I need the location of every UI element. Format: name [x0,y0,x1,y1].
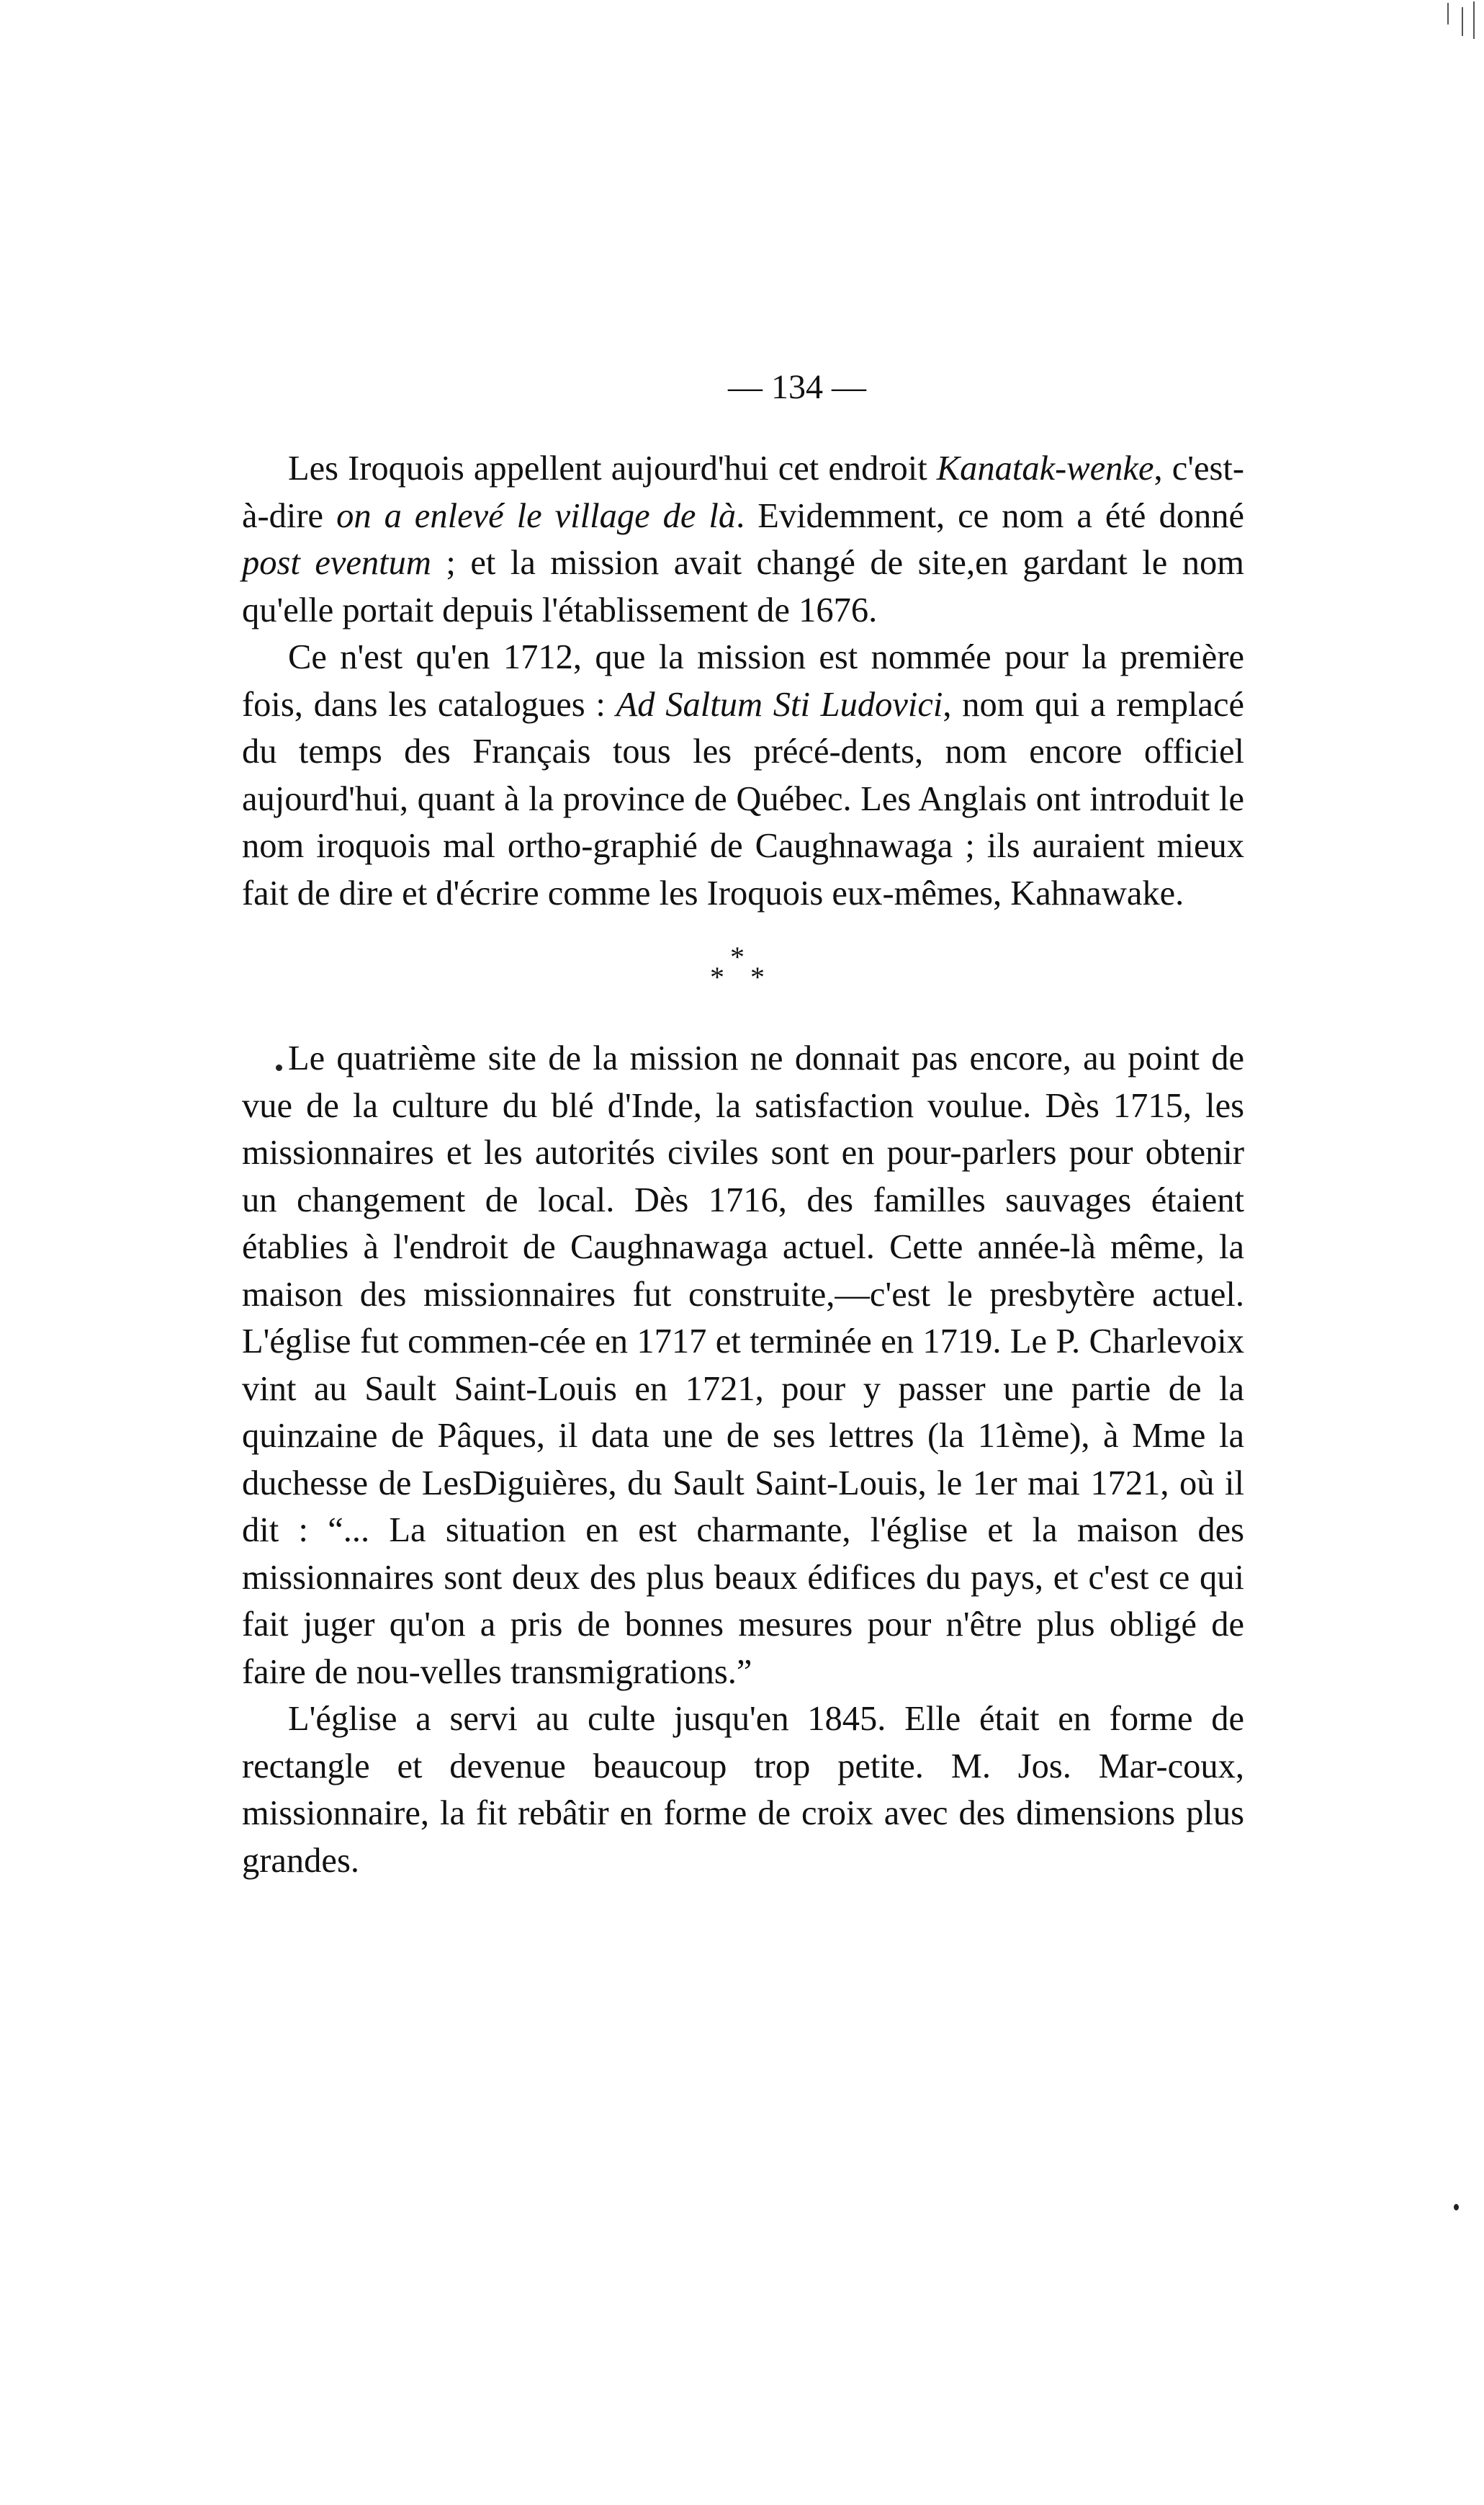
paragraph [242,1695,1244,1884]
scan-speck [1447,3,1449,24]
page-body [242,366,1244,1884]
text-run: Les Iroquois appellent aujourd'hui cet endroit [288,449,937,488]
paragraph [242,445,1244,634]
text-run: ; et la mission avait changé de site,en gardant le nom qu'elle portait depuis l'établissement de 1676. [242,544,1244,629]
scan-speck [1462,7,1463,36]
scan-speck [276,1065,282,1071]
text-flow [242,445,1244,1884]
text-run: Le quatrième site de la mission ne donnait pas encore, au point de vue de la culture du blé d'Inde, la satisfaction voulue. Dès 1715, les missionnaires et les autorités civiles sont en pour-parlers pour obtenir un changement de local. Dès 1716, des familles sauvages étaient établies à l'endroit de Caughnawaga actuel. Cette année-là même, la maison des missionnaires fut construite,—c'est le presbytère actuel. L'église fut commen-cée en 1717 et terminée en 1719. Le P. Charlevoix vint au Sault Saint-Louis en 1721, pour y passer une partie de la quinzaine de Pâques, il data une de ses lettres (la 11ème), à Mme la duchesse de LesDiguières, du Sault Saint-Louis, le 1er mai 1721, où il dit : “... La situation en est charmante, l'église et la maison des missionnaires sont deux des plus beaux édifices du pays, et c'est ce qui fait juger qu'on a pris de bonnes mesures pour n'être plus obligé de faire de nou-velles transmigrations.” [242,1039,1244,1691]
scan-speck [1454,2204,1459,2210]
scan-speck [1473,1,1475,39]
text-run: , nom qui a remplacé du temps des Français tous les précé-dents, nom encore officiel aujourd'hui, quant à la province de Québec. Les Anglais ont introduit le nom iroquois mal ortho-graphié de Caughnawaga ; ils auraient mieux fait de dire et d'écrire comme les Iroquois eux-mêmes, Kahnawake. [242,685,1245,913]
italic-text: Kanatak-wenke [936,449,1154,488]
paragraph [242,1035,1244,1695]
text-run: , c'est-à-dire [242,449,1244,535]
italic-text: post eventum [242,544,431,582]
asterism [703,943,782,1000]
italic-text: Ad Saltum Sti Ludovici [616,685,943,724]
text-run: . Evidemment, ce nom a été donné [736,496,1244,535]
asterism-star: * [730,941,745,973]
text-run: Ce n'est qu'en 1712, que la mission est nommée pour la première fois, dans les catalogues : [242,638,1244,724]
italic-text: on a enlevé le village de là [336,496,737,535]
section-separator [242,927,1244,1035]
asterism-star: * [750,961,765,993]
paragraph [242,634,1244,917]
asterism-star: * [710,961,724,993]
text-run: L'église a servi au culte jusqu'en 1845. Elle était en forme de rectangle et devenue beaucoup trop petite. M. Jos. Mar-coux, missionnaire, la fit rebâtir en forme de croix avec des dimensions plus grandes. [242,1700,1244,1880]
page-number: — 134 — [728,368,866,406]
